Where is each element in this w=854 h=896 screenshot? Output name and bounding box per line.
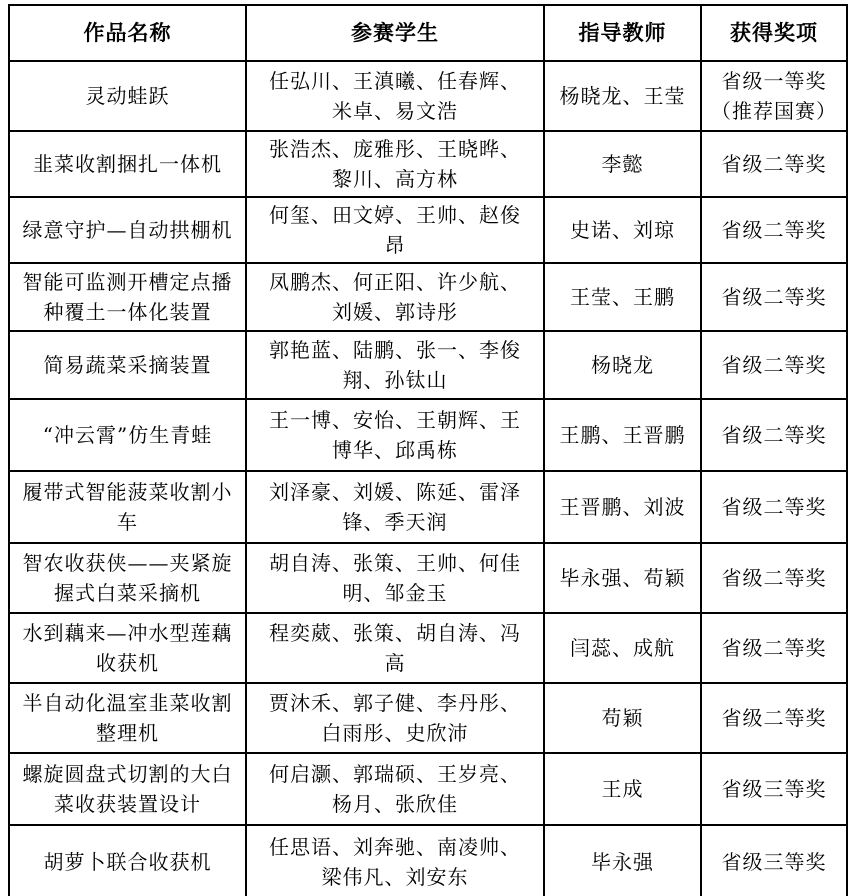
cell-work-name: 半自动化温室韭菜收割整理机 [9,683,246,753]
cell-teachers: 王晋鹏、刘波 [544,471,701,543]
cell-work-name: 螺旋圆盘式切割的大白菜收获装置设计 [9,753,246,825]
cell-teachers: 杨晓龙 [544,331,701,399]
cell-teachers: 李懿 [544,131,701,197]
cell-teachers: 王鹏、王晋鹏 [544,399,701,471]
column-header-work-name: 作品名称 [9,5,246,61]
table-row [9,399,847,471]
cell-students: 任思语、刘奔驰、南凌帅、梁伟凡、刘安东 [246,825,544,896]
cell-award: 省级三等奖 [701,753,847,825]
header-row [9,5,847,61]
cell-work-name: “冲云霄”仿生青蛙 [9,399,246,471]
cell-students: 王一博、安怡、王朝辉、王博华、邱禹栋 [246,399,544,471]
cell-work-name: 绿意守护—自动拱棚机 [9,197,246,263]
cell-work-name: 水到藕来—冲水型莲藕收获机 [9,613,246,683]
cell-students: 胡自涛、张策、王帅、何佳明、邹金玉 [246,543,544,613]
cell-work-name: 履带式智能菠菜收割小车 [9,471,246,543]
cell-teachers: 杨晓龙、王莹 [544,61,701,131]
cell-teachers: 闫蕊、成航 [544,613,701,683]
cell-students: 何玺、田文婷、王帅、赵俊昂 [246,197,544,263]
cell-teachers: 王莹、王鹏 [544,263,701,331]
cell-teachers: 毕永强 [544,825,701,896]
table-row [9,753,847,825]
cell-students: 凤鹏杰、何正阳、许少航、刘媛、郭诗彤 [246,263,544,331]
cell-students: 张浩杰、庞雅彤、王晓晔、黎川、高方林 [246,131,544,197]
cell-teachers: 王成 [544,753,701,825]
cell-students: 刘泽豪、刘媛、陈延、雷泽锋、季天润 [246,471,544,543]
cell-work-name: 胡萝卜联合收获机 [9,825,246,896]
cell-work-name: 灵动蛙跃 [9,61,246,131]
table-row [9,131,847,197]
cell-award: 省级三等奖 [701,825,847,896]
table-row [9,331,847,399]
cell-award: 省级二等奖 [701,263,847,331]
table-row [9,683,847,753]
table-row [9,61,847,131]
column-header-students: 参赛学生 [246,5,544,61]
cell-students: 贾沐禾、郭子健、李丹彤、白雨彤、史欣沛 [246,683,544,753]
table-row [9,613,847,683]
cell-work-name: 智农收获侠——夹紧旋握式白菜采摘机 [9,543,246,613]
cell-students: 郭艳蓝、陆鹏、张一、李俊翔、孙钛山 [246,331,544,399]
table-row [9,197,847,263]
cell-work-name: 简易蔬菜采摘装置 [9,331,246,399]
cell-award: 省级二等奖 [701,331,847,399]
table-row [9,263,847,331]
cell-teachers: 苟颖 [544,683,701,753]
cell-teachers: 史诺、刘琼 [544,197,701,263]
cell-award: 省级二等奖 [701,197,847,263]
cell-teachers: 毕永强、苟颖 [544,543,701,613]
cell-award: 省级二等奖 [701,543,847,613]
cell-work-name: 智能可监测开槽定点播种覆土一体化装置 [9,263,246,331]
cell-award: 省级二等奖 [701,131,847,197]
cell-work-name: 韭菜收割捆扎一体机 [9,131,246,197]
column-header-award: 获得奖项 [701,5,847,61]
cell-award: 省级一等奖（推荐国赛） [701,61,847,131]
cell-award: 省级二等奖 [701,613,847,683]
table-row [9,825,847,896]
awards-table [8,4,848,896]
cell-students: 任弘川、王滇曦、任春辉、米卓、易文浩 [246,61,544,131]
column-header-teachers: 指导教师 [544,5,701,61]
table-row [9,471,847,543]
cell-award: 省级二等奖 [701,683,847,753]
cell-students: 何启灏、郭瑞硕、王岁亮、杨月、张欣佳 [246,753,544,825]
cell-award: 省级二等奖 [701,471,847,543]
table-row [9,543,847,613]
cell-award: 省级二等奖 [701,399,847,471]
cell-students: 程奕葳、张策、胡自涛、冯高 [246,613,544,683]
